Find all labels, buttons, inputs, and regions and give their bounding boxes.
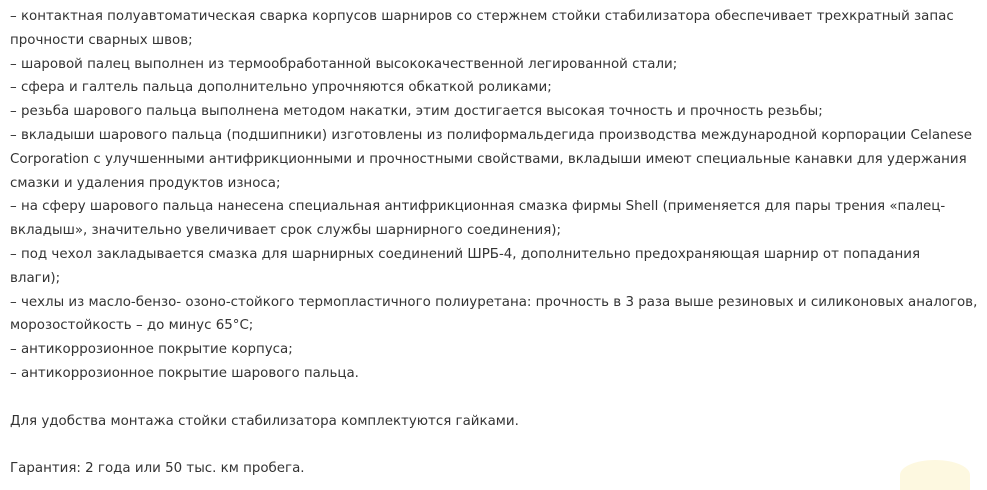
warranty-paragraph: Гарантия: 2 года или 50 тыс. км пробега. [10, 461, 305, 477]
paragraph-spacer [10, 433, 975, 457]
text-line: – контактная полуавтоматическая сварка корпусов шарниров со стержнем стойки стабилизатора обеспечивает трехкратный запас [10, 9, 954, 24]
text-line: влаги); [10, 270, 61, 286]
text-line: – антикоррозионное покрытие шарового пальца. [10, 365, 359, 381]
text-line: – чехлы из масло-бензо- озоно-стойкого термопластичного полиуретана: прочность в 3 раза выше резиновых и силиконовых аналогов, [10, 294, 978, 310]
text-line: – на сферу шарового пальца нанесена специальная антифрикционная смазка фирмы Shell (применяется для пары трения «палец- [10, 199, 946, 215]
text-line: – антикоррозионное покрытие корпуса; [10, 342, 293, 358]
text-line: – шаровой палец выполнен из термообработанной высококачественной легированной стали; [10, 56, 678, 72]
text-line: морозостойкость – до минус 65°С; [10, 318, 254, 334]
text-line: – сфера и галтель пальца дополнительно упрочняются обкаткой роликами; [10, 80, 552, 96]
mounting-paragraph: Для удобства монтажа стойки стабилизатора комплектуются гайками. [10, 413, 519, 429]
paragraph-spacer [10, 386, 975, 410]
text-line: Corporation с улучшенными антифрикционными и прочностными свойствами, вкладыши имеют специальные канавки для удержания [10, 151, 967, 167]
text-line: вкладыш», значительно увеличивает срок службы шарнирного соединения); [10, 223, 561, 239]
product-description [10, 5, 978, 481]
text-line: смазки и удаления продуктов износа; [10, 175, 281, 191]
text-line: прочности сварных швов; [10, 32, 193, 48]
text-line: – под чехол закладывается смазка для шарнирных соединений ШРБ-4, дополнительно предохраняющая шарнир от попадания [10, 246, 921, 262]
text-line: – вкладыши шарового пальца (подшипники) изготовлены из полиформальдегида производства международной корпорации Celanese [10, 127, 972, 143]
text-line: – резьба шарового пальца выполнена методом накатки, этим достигается высокая точность и прочность резьбы; [10, 104, 823, 120]
features-list [10, 5, 978, 386]
decorative-shape [900, 460, 970, 490]
